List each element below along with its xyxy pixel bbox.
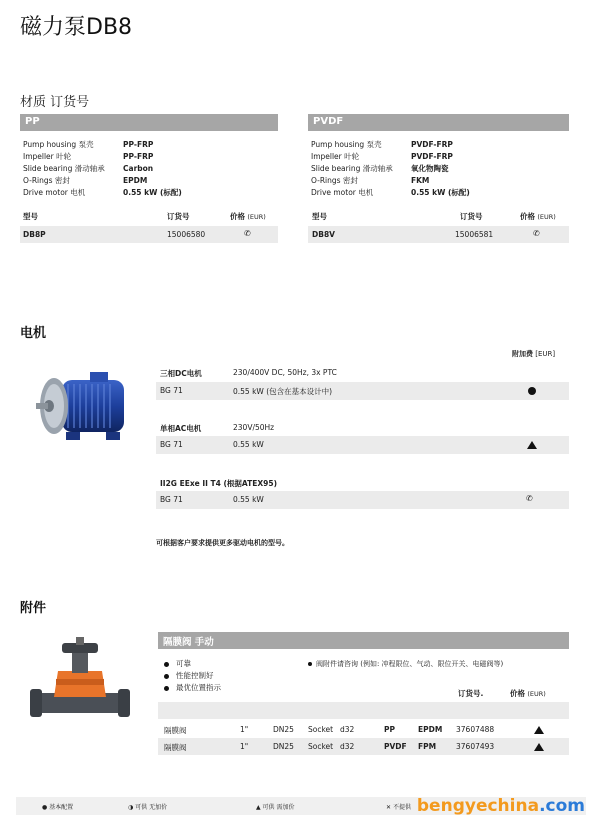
price-on-request-icon: ✆ [526,494,533,503]
motor-group-2-spec: 230V/50Hz [233,423,275,432]
motor-group-3-name: II2G EExe II T4 (根据ATEX95) [160,479,278,488]
price-on-request-icon: ✆ [244,229,251,238]
motor-price-head: 附加费 [EUR] [512,350,556,358]
motor-row: BG 71 0.55 kW ✆ [156,491,569,509]
pp-col-model: 型号 [23,212,38,221]
surcharge-triangle-icon [527,441,537,449]
valve-bar-title: 隔膜阀 手动 [158,632,569,649]
motor-group-2-name: 单相AC电机 [160,424,202,433]
valve-features: 可靠 性能控制好 最优位置指示 [164,658,221,694]
pp-spec-table: Pump housing 泵壳 PP-FRP Impeller 叶轮 PP-FRP Slide bearing 滑动轴承 Carbon O-Rings 密封 EPDM Drive motor 电机 0.55 kW (标配) [23,140,182,197]
legend-item: ▲ 可供 需加价 [256,804,295,811]
pp-header: PP [20,114,278,131]
pp-order-row: DB8P 15006580 ✆ [20,226,278,243]
price-on-request-icon: ✆ [533,229,540,238]
pvdf-col-order: 订货号 [460,212,483,221]
materials-title: 材质 订货号 [20,95,90,110]
motor-image [32,366,134,452]
motor-group-1-spec: 230/400V DC, 50Hz, 3x PTC [233,368,337,377]
motor-note: 可根据客户要求提供更多驱动电机的型号。 [156,539,289,547]
valve-note: 阀附件请咨询 (例如: 冲程限位、气动、限位开关、电磁阀等) [308,659,503,669]
bullet-icon [308,662,312,666]
pvdf-spec-table: Pump housing 泵壳 PVDF-FRP Impeller 叶轮 PVDF-FRP Slide bearing 滑动轴承 氧化物陶瓷 O-Rings 密封 FKM Drive motor 电机 0.55 kW (标配) [311,140,470,197]
pp-col-order: 订货号 [167,212,190,221]
standard-circle-icon [528,387,536,395]
bullet-icon [164,662,169,667]
valve-col-price: 价格 (EUR) [510,689,546,698]
pvdf-col-model: 型号 [312,212,327,221]
pvdf-header: PVDF [308,114,569,131]
pvdf-order-row: DB8V 15006581 ✆ [308,226,569,243]
legend-item: ✕ 不提供 [386,804,411,811]
valve-col-order: 订货号. [458,689,484,698]
valve-spacer-row [158,702,569,719]
motor-group-1-name: 三相DC电机 [160,369,202,378]
page-title: 磁力泵DB8 [20,15,133,40]
legend-item: ● 基本配置 [42,804,74,811]
valve-row: 隔膜阀 1" DN25 Socket d32 PP EPDM 37607488 [158,721,569,738]
surcharge-triangle-icon [534,726,544,734]
accessories-heading: 附件 [20,601,47,616]
legend-item: ◑ 可供 无加价 [128,804,168,811]
motor-row: BG 71 0.55 kW (包含在基本设计中) [156,382,569,400]
watermark: bengyechina.com [416,796,585,816]
pvdf-col-price: 价格 (EUR) [520,212,556,221]
motor-heading: 电机 [20,326,47,341]
diaphragm-valve-image [28,635,132,735]
pp-col-price: 价格 (EUR) [230,212,266,221]
surcharge-triangle-icon [534,743,544,751]
bullet-icon [164,686,169,691]
bullet-icon [164,674,169,679]
motor-row: BG 71 0.55 kW [156,436,569,454]
valve-row: 隔膜阀 1" DN25 Socket d32 PVDF FPM 37607493 [158,738,569,755]
